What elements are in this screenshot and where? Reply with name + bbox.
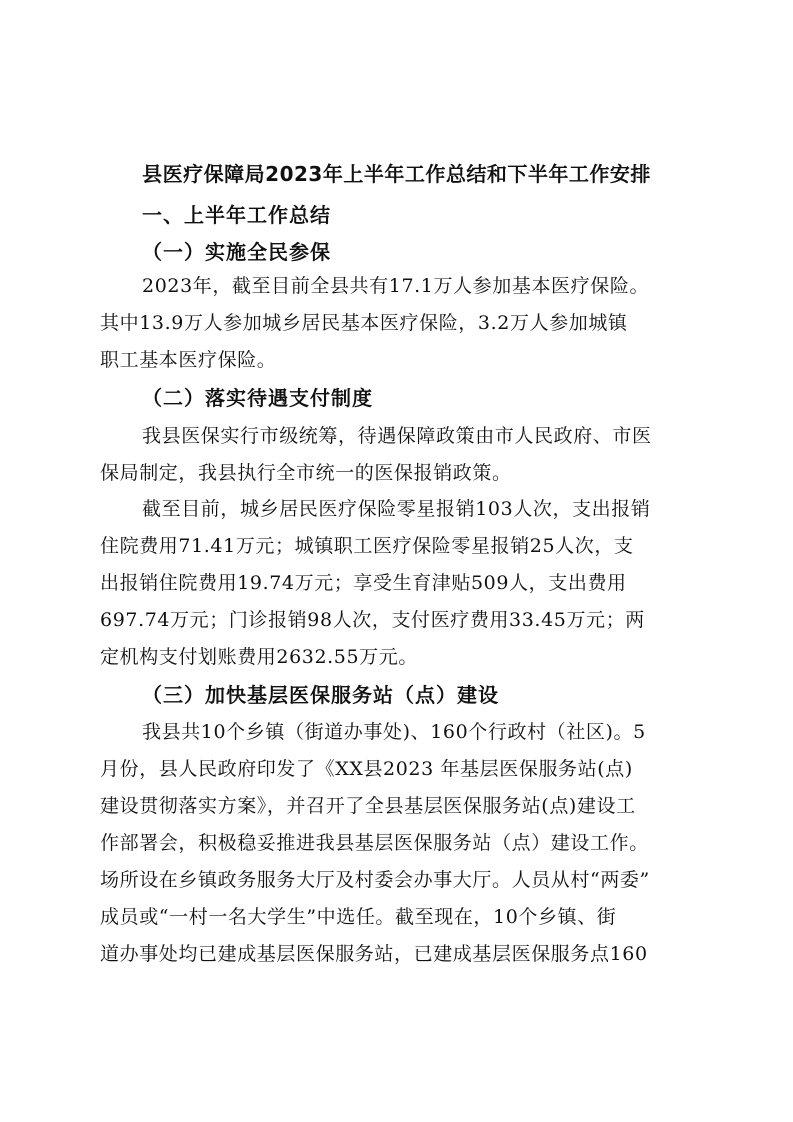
text-line: 保局制定，我县执行全市统一的医保报销政策。 bbox=[100, 462, 512, 484]
text-line: 其中13.9万人参加城乡居民基本医疗保险，3.2万人参加城镇 bbox=[100, 312, 628, 334]
subsection-heading-2: （二）落实待遇支付制度 bbox=[142, 386, 373, 410]
text-line: 697.74万元；门诊报销98人次，支付医疗费用33.45万元；两 bbox=[100, 609, 645, 631]
text-line: 道办事处均已建成基层医保服务站，已建成基层医保服务点160 bbox=[100, 943, 648, 965]
text-line: 截至目前，城乡居民医疗保险零星报销103人次，支出报销 bbox=[142, 498, 651, 520]
text-line: 住院费用71.41万元；城镇职工医疗保险零星报销25人次，支 bbox=[100, 535, 634, 557]
text-line: 2023年，截至目前全县共有17.1万人参加基本医疗保险。 bbox=[142, 275, 650, 297]
paragraph-service-stations bbox=[100, 714, 692, 973]
text-line: 作部署会，积极稳妥推进我县基层医保服务站（点）建设工作。 bbox=[100, 832, 649, 854]
subsection-heading-1: （一）实施全民参保 bbox=[142, 240, 331, 264]
paragraph-participation bbox=[100, 268, 692, 379]
text-line: 成员或“一村一名大学生”中选任。截至现在，10个乡镇、街 bbox=[100, 906, 617, 928]
text-line: 出报销住院费用19.74万元；享受生育津贴509人，支出费用 bbox=[100, 572, 627, 594]
text-line: 定机构支付划账费用2632.55万元。 bbox=[100, 646, 418, 668]
text-line: 场所设在乡镇政务服务大厅及村委会办事大厅。人员从村“两委” bbox=[100, 869, 650, 891]
document-title: 县医疗保障局2023年上半年工作总结和下半年工作安排 bbox=[142, 162, 651, 186]
text-line: 我县共10个乡镇（街道办事处)、160个行政村（社区)。5 bbox=[142, 721, 646, 743]
subsection-heading-3: （三）加快基层医保服务站（点）建设 bbox=[142, 683, 499, 707]
text-line: 职工基本医疗保险。 bbox=[100, 349, 277, 371]
text-line: 月份，县人民政府印发了《XX县2023 年基层医保服务站(点) bbox=[100, 758, 633, 780]
text-line: 我县医保实行市级统筹，待遇保障政策由市人民政府、市医 bbox=[142, 425, 652, 447]
paragraph-policy bbox=[100, 418, 692, 492]
section-heading-1: 一、上半年工作总结 bbox=[142, 203, 331, 227]
paragraph-reimbursement bbox=[100, 491, 692, 676]
text-line: 建设贯彻落实方案》，并召开了全县基层医保服务站(点)建设工 bbox=[100, 795, 636, 817]
